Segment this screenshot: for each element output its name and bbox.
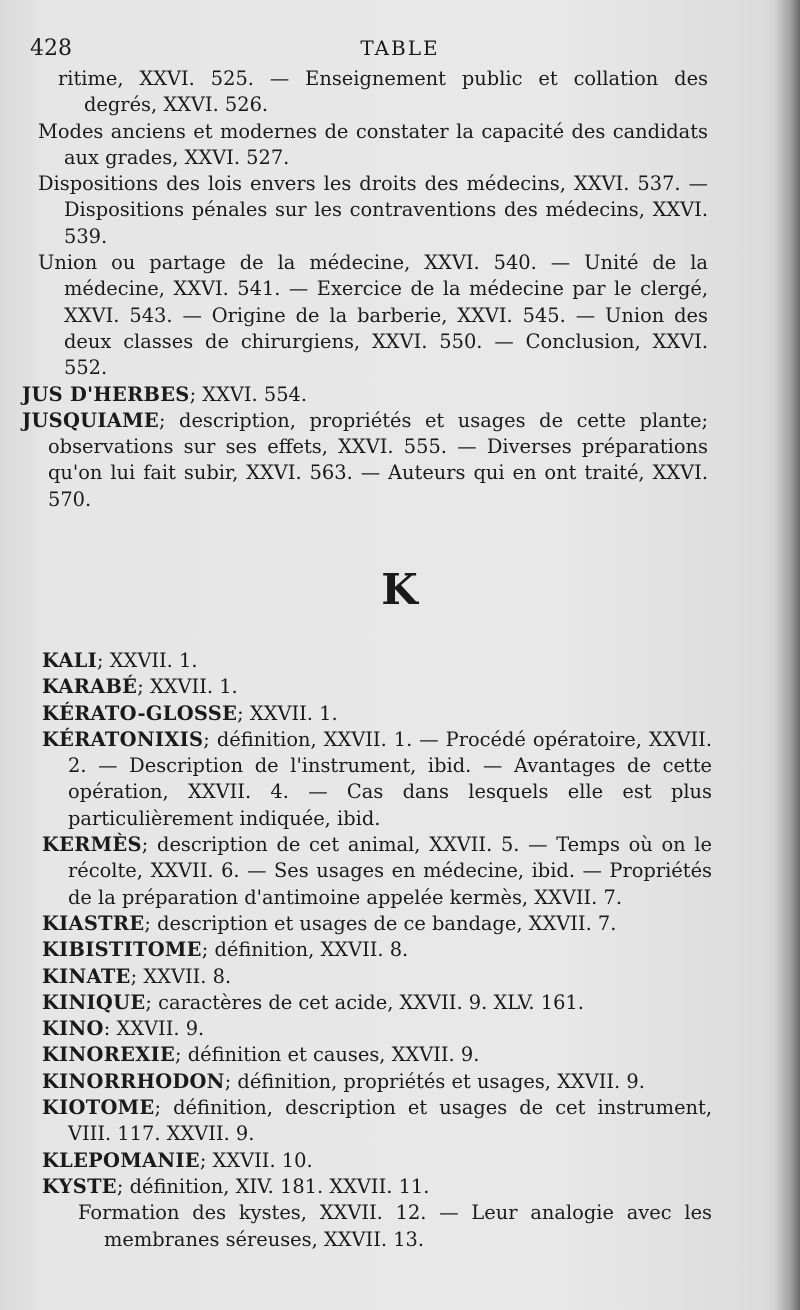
index-entry: Dispositions des lois envers les droits des médecins, XXVI. 537. — Dispositions pénales sur les contraventions des médecins, XXVI. 539. <box>38 172 708 248</box>
index-entry-k <box>42 701 712 727</box>
page-header <box>30 36 770 66</box>
entry-text: ; XXVII. 1. <box>97 649 198 672</box>
entry-text: ; définition, propriétés et usages, XXVII. 9. <box>224 1069 645 1093</box>
entry-headword: KINATE <box>42 964 131 988</box>
entry-text: ; XXVII. 8. <box>130 964 232 988</box>
entry-headword: KIOTOME <box>42 1096 155 1120</box>
entry-headword: KINOREXIE <box>42 1043 176 1067</box>
entry-headword: JUS D'HERBES <box>22 382 190 406</box>
index-entry-k <box>42 727 712 832</box>
index-subentry: Formation des kystes, XXVII. 12. — Leur analogie avec les membranes séreuses, XXVII. 13. <box>78 1201 712 1251</box>
entry-headword: KIBISTITOME <box>42 938 202 962</box>
index-entry-k <box>42 964 712 990</box>
entry-text: ; XXVII. 1. <box>237 701 338 725</box>
entry-text: ; définition et causes, XXVII. 9. <box>175 1043 480 1067</box>
index-entry: Modes anciens et modernes de constater la capacité des candidats aux grades, XXVI. 527. <box>38 119 708 169</box>
entry-headword: KINIQUE <box>42 990 146 1014</box>
entry-text: ; XXVII. 10. <box>199 1148 313 1172</box>
index-entry-k <box>42 937 712 963</box>
entry-text: ; description, propriétés et usages de cette plante; observations sur ses effets, XXVI. 555. — Diverses préparations qu'on lui fait subir, XXVI. 563. — Auteurs qui en ont traité, XXVI. 570. <box>48 408 708 511</box>
index-entry-k <box>42 674 712 700</box>
index-entry-jusquiame <box>22 408 708 513</box>
entry-headword: KARABÉ <box>42 675 138 699</box>
index-entry-jus <box>22 382 708 408</box>
index-entry-k <box>42 1174 712 1200</box>
index-entry-k <box>42 1095 712 1148</box>
index-entry: ritime, XXVI. 525. — Enseignement public et collation des degrés, XXVI. 526. <box>58 67 708 117</box>
entry-text: ; définition, description et usages de cet instrument, VIII. 117. XXVII. 9. <box>68 1096 712 1146</box>
entry-headword: KINO <box>42 1017 104 1041</box>
entry-headword: KÉRATONIXIS <box>42 727 204 751</box>
entry-text: ; définition, XXVII. 1. — Procédé opératoire, XXVII. 2. — Description de l'instrument, ibid. — Avantages de cette opération, XXVII. 4. — Cas dans lesquels elle est plus particulièrement indiquée, ibid. <box>68 727 712 830</box>
entry-headword: KALI <box>42 649 98 672</box>
entry-headword: KYSTE <box>42 1174 117 1198</box>
entry-text: ; définition, XIV. 181. XXVII. 11. <box>116 1174 430 1198</box>
index-entry-k <box>42 911 712 937</box>
index-entry-k <box>42 1042 712 1068</box>
entry-text: ; caractères de cet acide, XXVII. 9. XLV. 161. <box>145 990 584 1014</box>
running-title: TABLE <box>360 36 440 60</box>
index-text-upper <box>22 66 708 513</box>
entry-headword: KLEPOMANIE <box>42 1148 200 1172</box>
entry-headword: KÉRATO-GLOSSE <box>42 701 238 725</box>
section-letter: K <box>381 565 419 614</box>
entry-headword: JUSQUIAME <box>22 408 159 432</box>
entry-text: ; XXVI. 554. <box>189 382 308 406</box>
index-text-k <box>42 648 712 1253</box>
entry-text: ; définition, XXVII. 8. <box>201 938 409 962</box>
index-entry-k <box>42 648 712 674</box>
index-entry: Union ou partage de la médecine, XXVI. 540. — Unité de la médecine, XXVI. 541. — Exercice de la médecine par le clergé, XXVI. 543. — Origine de la barberie, XXVI. 545. — Union des deux classes de chirurgiens, XXVI. 550. — Conclusion, XXVI. 552. <box>38 251 708 380</box>
entry-text: : XXVII. 9. <box>103 1017 205 1041</box>
index-entry-k <box>42 1148 712 1174</box>
entry-text: ; description de cet animal, XXVII. 5. — Temps où on le récolte, XXVII. 6. — Ses usages en médecine, ibid. — Propriétés de la préparation d'antimoine appelée kermès, XXVII. 7. <box>68 833 712 909</box>
page-gutter-shadow <box>774 0 800 1310</box>
page-number: 428 <box>30 36 72 61</box>
index-entry-k <box>42 1069 712 1095</box>
entry-headword: KERMÈS <box>42 833 142 857</box>
entry-text: ; description et usages de ce bandage, XXVII. 7. <box>144 911 617 935</box>
entry-text: ; XXVII. 1. <box>137 675 238 699</box>
index-entry-k <box>42 1016 712 1042</box>
entry-headword: KINORRHODON <box>42 1069 225 1093</box>
index-entry-k <box>42 832 712 911</box>
index-entry-k <box>42 990 712 1016</box>
entry-headword: KIASTRE <box>42 911 145 935</box>
